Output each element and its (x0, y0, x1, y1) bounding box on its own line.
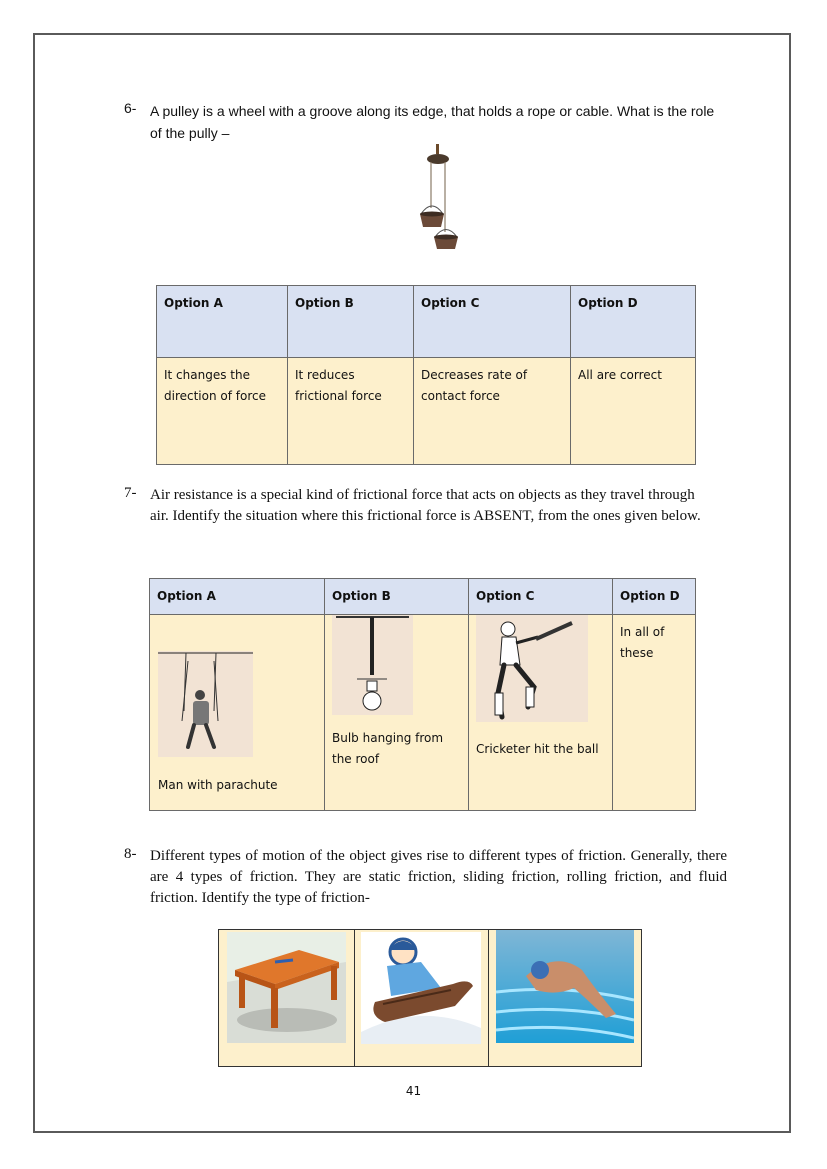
question-7-options-table (149, 578, 696, 811)
q7-option-c-cell[interactable] (469, 615, 613, 811)
parachute-man-image (158, 651, 253, 757)
hanging-bulb-image (332, 615, 413, 715)
table-image (227, 932, 346, 1043)
q7-option-c-header: Option C (469, 579, 613, 615)
q7-option-c-answer: Cricketer hit the ball (476, 742, 599, 756)
q7-option-d-header: Option D (613, 579, 696, 615)
question-6-number: 6- (124, 100, 137, 116)
q6-option-a-answer[interactable]: It changes the direction of force (157, 358, 288, 465)
question-7-number: 7- (124, 485, 137, 501)
q6-option-d-answer[interactable]: All are correct (571, 358, 696, 465)
q6-option-b-answer[interactable]: It reduces frictional force (288, 358, 414, 465)
q7-option-d-answer[interactable]: In all of these (613, 615, 696, 811)
friction-image-swimmer-cell[interactable] (489, 930, 642, 1067)
q6-option-d-header: Option D (571, 286, 696, 358)
question-6-text: A pulley is a wheel with a groove along its edge, that holds a rope or cable. What is the role of the pully – (150, 103, 715, 141)
sled-rider-image (361, 932, 481, 1044)
question-8-text: Different types of motion of the object gives rise to different types of friction. Generally, there are 4 types of friction. They are static friction, sliding friction, rolling friction, and fluid friction. Identify the type of friction- (150, 848, 727, 906)
q7-option-a-cell[interactable] (150, 615, 325, 811)
question-8-number: 8- (124, 846, 137, 862)
question-6-options-table (156, 285, 696, 465)
q7-option-b-answer: Bulb hanging from the roof (332, 731, 444, 766)
q6-option-b-header: Option B (288, 286, 414, 358)
cricketer-image (476, 615, 588, 722)
q6-option-a-header: Option A (157, 286, 288, 358)
question-8-friction-table (218, 929, 642, 1067)
q7-option-a-answer: Man with parachute (158, 778, 278, 792)
page-number: 41 (405, 1084, 422, 1098)
q7-option-a-header: Option A (150, 579, 325, 615)
friction-image-sled-cell[interactable] (355, 930, 489, 1067)
swimmer-image (496, 930, 634, 1043)
q7-option-b-cell[interactable] (325, 615, 469, 811)
pulley-illustration (410, 142, 465, 252)
q6-option-c-answer[interactable]: Decreases rate of contact force (414, 358, 571, 465)
q7-option-b-header: Option B (325, 579, 469, 615)
question-7-text: Air resistance is a special kind of frictional force that acts on objects as they travel through air. Identify the situation where this frictional force is ABSENT, from the ones given below. (150, 487, 701, 524)
q6-option-c-header: Option C (414, 286, 571, 358)
friction-image-table-cell[interactable] (219, 930, 355, 1067)
